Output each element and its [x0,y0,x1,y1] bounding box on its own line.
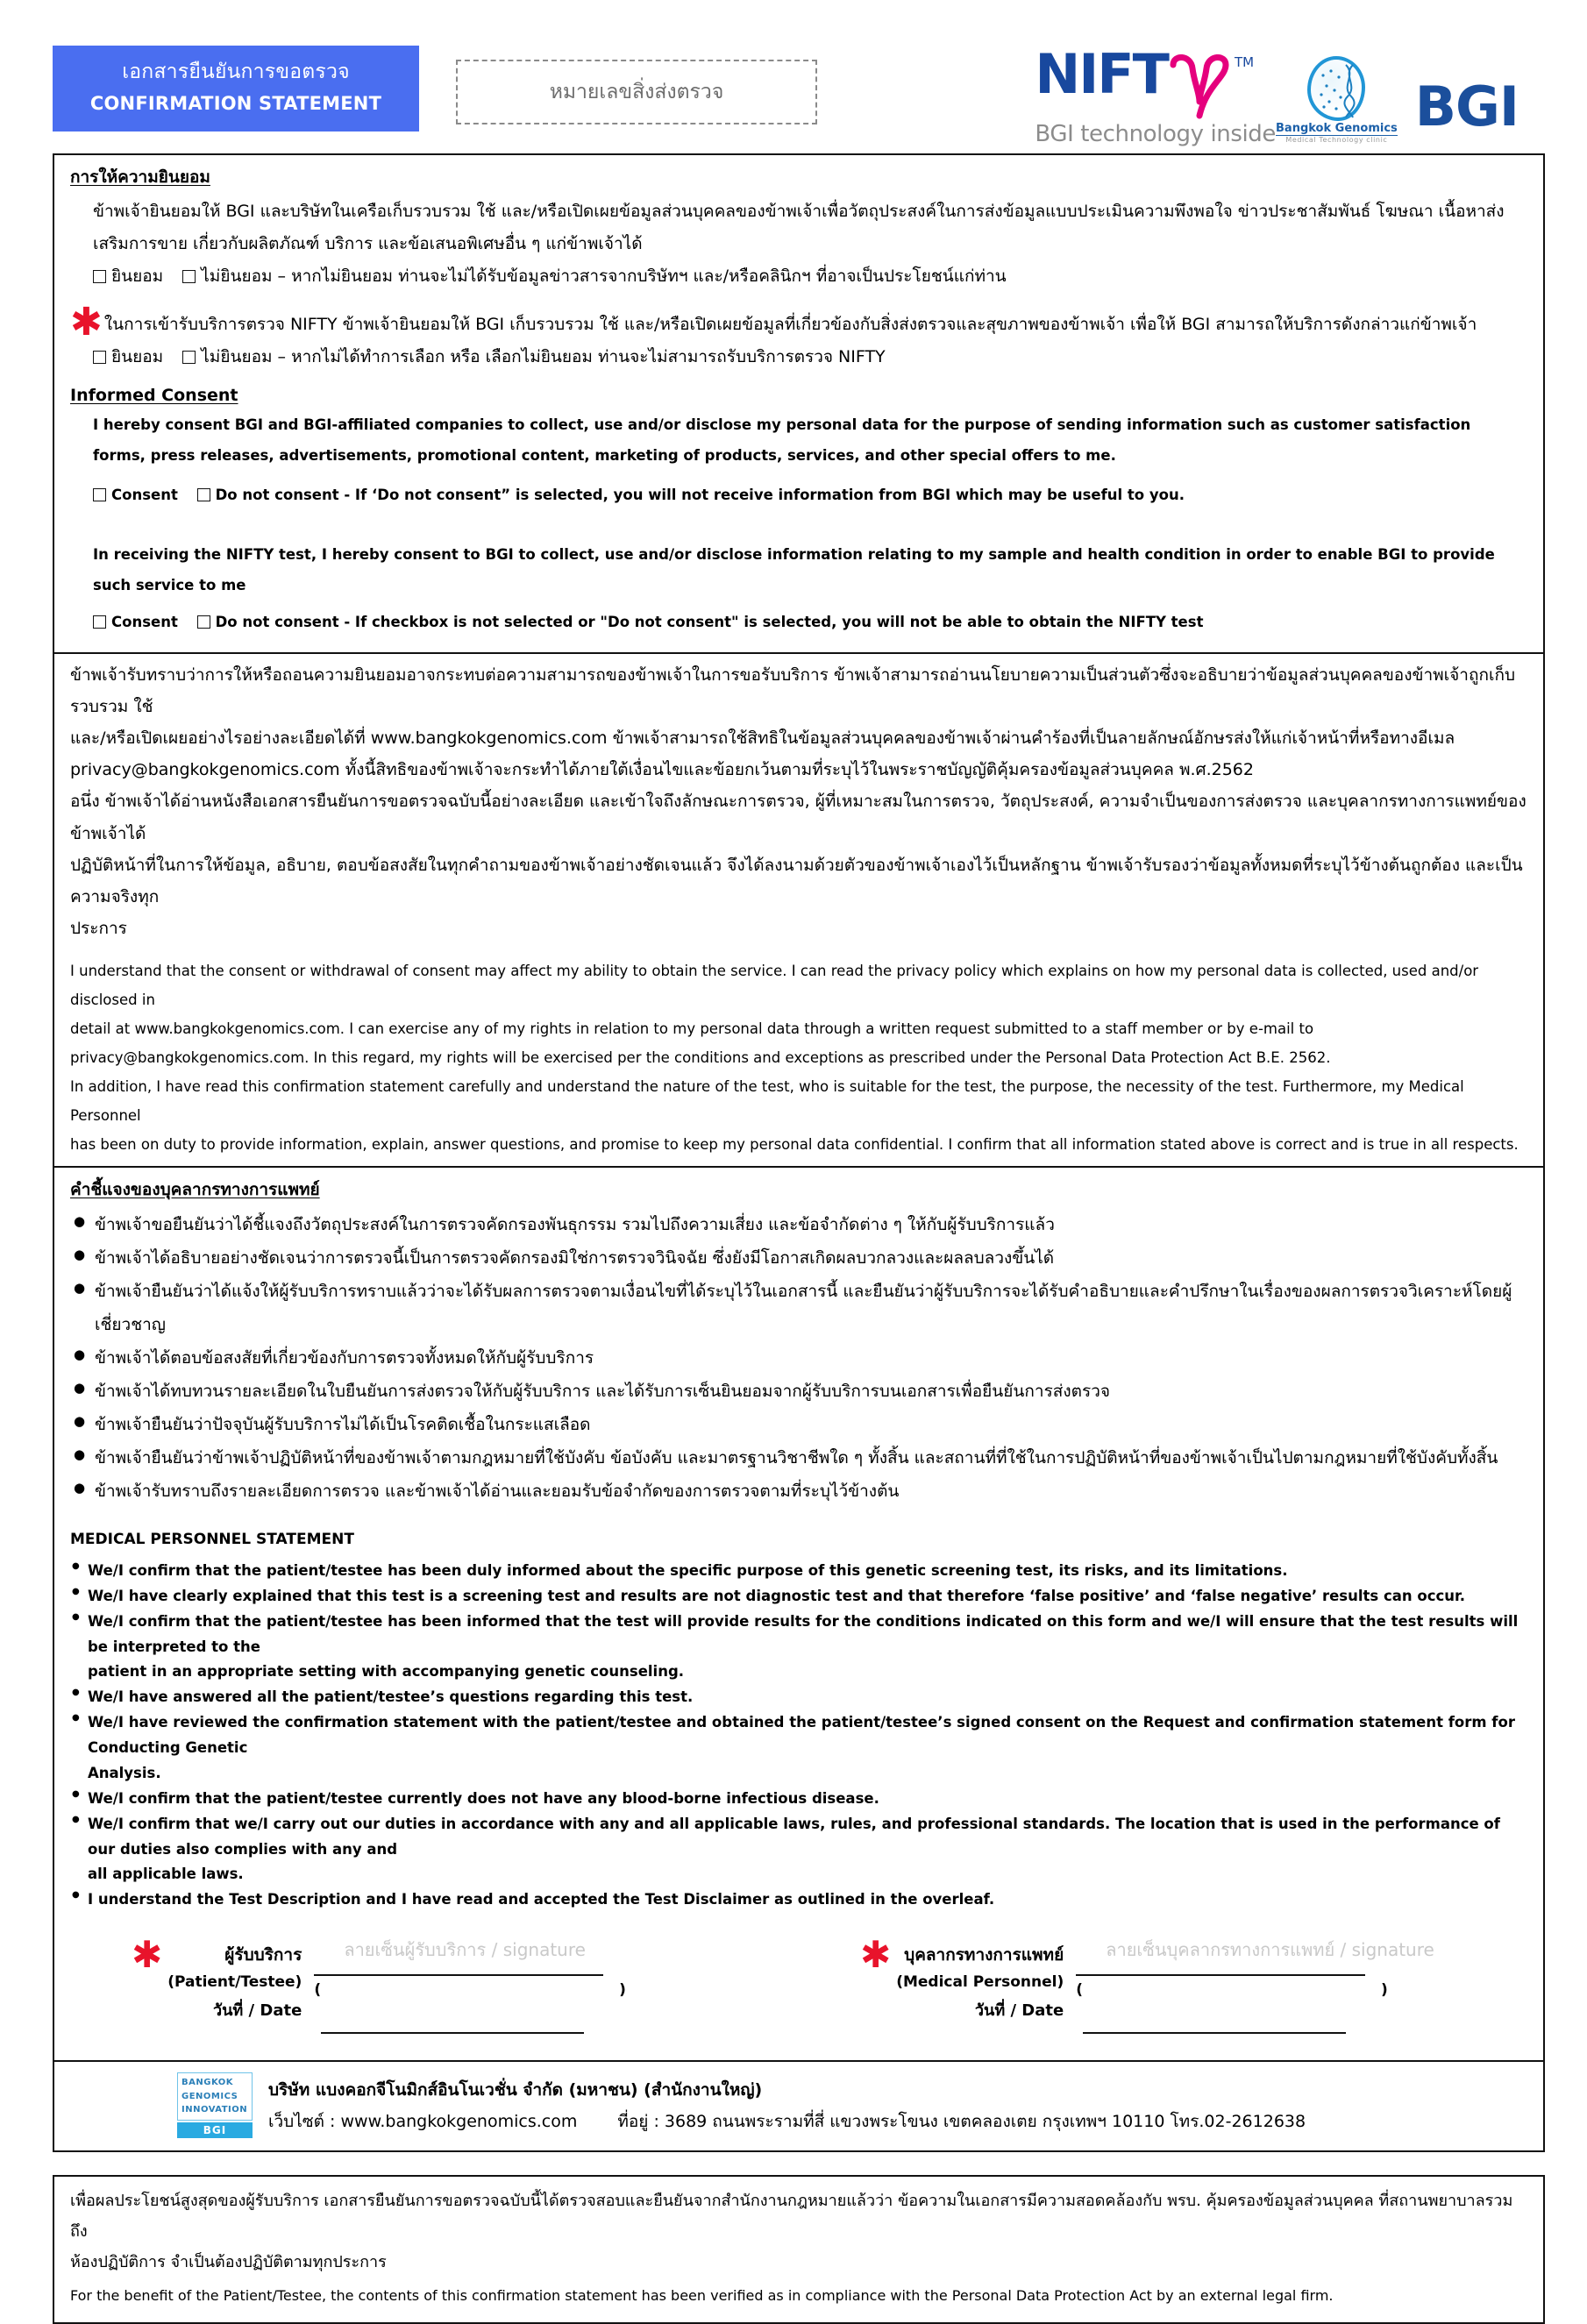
list-item: ● ข้าพเจ้าได้ทบทวนรายละเอียดในใบยืนยันการส่งตรวจให้กับผู้รับบริการ และได้รับการเซ็นยินยอมจากผู้รับบริการบนเอกสารเพื่อยืนยันการส่งตรวจ [70,1375,1527,1408]
privacy-thai-line-4: อนึ่ง ข้าพเจ้าได้อ่านหนังสือเอกสารยืนยันการขอตรวจฉบับนี้อย่างละเอียด และเข้าใจถึงลักษณะการตรวจ, ผู้ที่เหมาะสมในการตรวจ, วัตถุประสงค์, ความจำเป็นของการส่งตรวจ และบุคลากรทางการแพทย์ของข้าพเจ้าได้ [70,792,1527,843]
list-item: ● We/I have clearly explained that this test is a screening test and results are not diagnostic test and that therefore ‘false positive’ and ‘false negative’ results can occur. [70,1584,1527,1610]
list-item: ● ข้าพเจ้าได้ตอบข้อสงสัยที่เกี่ยวข้องกับการตรวจทั้งหมดให้กับผู้รับบริการ [70,1341,1527,1375]
legal-note-thai-line-2: ห้องปฏิบัติการ จำเป็นต้องปฏิบัติตามทุกประการ [70,2253,387,2272]
bangkok-genomics-logo [1276,56,1398,144]
privacy-thai-line-5: ปฏิบัติหน้าที่ในการให้ข้อมูล, อธิบาย, ตอบข้อสงสัยในทุกคำถามของข้าพเจ้าอย่างชัดเจนแล้ว จึงได้ลงนามด้วยตัวของข้าพเจ้าเองไว้เป็นหลักฐาน ข้าพเจ้ารับรองว่าข้อมูลทั้งหมดที่ระบุไว้ข้างต้นถูกต้อง และเป็นความจริงทุก [70,855,1523,906]
list-item: ● We/I confirm that the patient/testee has been informed that the test will provide results for the conditions indicated on this form and we/I will ensure that the test results will be interpreted to the [70,1610,1527,1660]
medical-personnel-item-5-continuation: Analysis. [88,1764,161,1781]
trademark-icon: TM [1234,54,1255,70]
checkbox-icon[interactable] [197,615,210,629]
document-header [0,0,1587,153]
list-item: ● ข้าพเจ้าขอยืนยันว่าได้ชี้แจงถึงวัตถุประสงค์ในการตรวจคัดกรองพันธุกรรม รวมไปถึงความเสี่ยง และข้อจำกัดต่าง ๆ ให้กับผู้รับบริการแล้ว [70,1208,1527,1241]
consent-2-yes-label: ยินยอม [111,347,164,367]
medical-personnel-heading-english: MEDICAL PERSONNEL STATEMENT [70,1530,354,1548]
informed-consent-1-no-label: Do not consent - If ‘Do not consent” is selected, you will not receive information from BGI which may be useful to you. [215,486,1185,503]
privacy-thai-line-1: ข้าพเจ้ารับทราบว่าการให้หรือถอนความยินยอมอาจกระทบต่อความสามารถของข้าพเจ้าในการขอรับบริการ ข้าพเจ้าสามารถอ่านนโยบายความเป็นส่วนตัวซึ่งจะอธิบายว่าข้อมูลส่วนบุคคลของข้าพเจ้าถูกเก็บรวบรวม ใช้ [70,665,1516,717]
medical-personnel-english-list-last [70,1887,1527,1913]
company-logo-badge: BGI [177,2122,253,2138]
paren-open: ( [1076,1981,1083,2000]
informed-consent-2-yes-option[interactable] [93,608,178,638]
informed-consent-paragraph-2: In receiving the NIFTY test, I hereby consent to BGI to collect, use and/or disclose information relating to my sample and health condition in order to enable BGI to provide such service to me [93,546,1495,593]
consent-choice-row-1 [70,260,1527,293]
nifty-wordmark: NIFT [1035,42,1168,106]
list-item: ● I understand the Test Description and I have read and accepted the Test Disclaimer as outlined in the overleaf. [70,1887,1527,1913]
signature-area [70,1913,1527,2053]
list-item: ● ข้าพเจ้ารับทราบถึงรายละเอียดการตรวจ และข้าพเจ้าได้อ่านและยอมรับข้อจำกัดของการตรวจตามที่ระบุไว้ข้างต้น [70,1475,1527,1508]
personnel-signature-labels [896,1936,1064,2026]
personnel-date-line[interactable] [1083,2011,1346,2034]
medical-personnel-english-list-continued [70,1685,1527,1761]
informed-consent-heading: Informed Consent [70,386,238,406]
checkbox-icon[interactable] [93,270,106,283]
patient-signature-line[interactable] [314,1958,603,1976]
checkbox-icon[interactable] [182,351,196,364]
company-logo-line-3: INNOVATION [181,2105,248,2115]
patient-date-line[interactable] [321,2011,584,2034]
list-item: ● We/I have answered all the patient/testee’s questions regarding this test. [70,1685,1527,1710]
medical-personnel-item-7-continuation: all applicable laws. [88,1866,244,1883]
list-item: ● ข้าพเจ้าได้อธิบายอย่างชัดเจนว่าการตรวจนี้เป็นการตรวจคัดกรองมิใช่การตรวจวินิจฉัย ซึ่งยังมีโอกาสเกิดผลบวกลวงและผลลบลวงขึ้นได้ [70,1241,1527,1275]
checkbox-icon[interactable] [93,615,106,629]
privacy-policy-block [54,652,1543,1166]
company-website: เว็บไซต์ : www.bangkokgenomics.com [268,2111,578,2131]
list-item: ● We/I confirm that the patient/testee has been duly informed about the specific purpose of this genetic screening test, its risks, and its limitations. [70,1559,1527,1584]
bgi-wordmark: BGI [1414,75,1519,139]
consent-2-no-label: ไม่ยินยอม – หากไม่ได้ทำการเลือก หรือ เลือกไม่ยินยอม ท่านจะไม่สามารถรับบริการตรวจ NIFTY [201,347,886,367]
patient-name-row [314,1976,799,2004]
personnel-label-english: (Medical Personnel) [896,1972,1064,1991]
patient-signature-labels [167,1936,302,2026]
checkbox-icon[interactable] [93,488,106,501]
patient-signature-block: ✱ ผู้รับบริการ (Patient/Testee) วันที่ / Date ลายเซ็นผู้รับบริการ / signature ( ) [70,1936,799,2034]
privacy-thai-line-2: และ/หรือเปิดเผยอย่างไรอย่างละเอียดได้ที่ www.bangkokgenomics.com ข้าพเจ้าสามารถใช้สิทธิในข้อมูลส่วนบุคคลของข้าพเจ้าผ่านคำร้องที่เป็นลายลักษณ์อักษรส่งให้แก่เจ้าหน้าที่หรือทางอีเมล [70,728,1455,749]
privacy-english-line-1: I understand that the consent or withdrawal of consent may affect my ability to obtain the service. I can read the privacy policy which explains on how my personal data is collected, used and/or disclosed in [70,962,1479,1008]
list-item: ● ข้าพเจ้ายืนยันว่าได้แจ้งให้ผู้รับบริการทราบแล้วว่าจะได้รับผลการตรวจตามเงื่อนไขที่ได้ระบุไว้ในเอกสารนี้ และยืนยันว่าผู้รับบริการจะได้รับคำอธิบายและคำปรึกษาในเรื่องของผลการตรวจวิเคราะห์โดยผู้เชี่ยวชาญ [70,1275,1527,1341]
page-title-english: CONFIRMATION STATEMENT [89,93,382,115]
privacy-thai-line-6: ประการ [70,918,127,938]
consent-paragraph-1-thai: ข้าพเจ้ายินยอมให้ BGI และบริษัทในเครือเก็บรวบรวม ใช้ และ/หรือเปิดเผยข้อมูลส่วนบุคคลของข้าพเจ้าเพื่อวัตถุประสงค์ในการส่งข้อมูลแบบประเมินความพึงพอใจ ข่าวประชาสัมพันธ์ โฆษณา เนื้อหาส่งเสริมการขาย เกี่ยวกับผลิตภัณฑ์ บริการ และข้อเสนอพิเศษอื่น ๆ แก่ข้าพเจ้าได้ [93,202,1505,254]
nifty-tagline: BGI technology inside [1035,121,1277,147]
personnel-name-input[interactable] [1083,1976,1381,2004]
paren-open: ( [314,1981,322,2000]
legal-note-english: For the benefit of the Patient/Testee, the contents of this confirmation statement has been verified as in compliance with the Personal Data Protection Act by an external legal firm. [70,2287,1334,2305]
patient-date-label: วันที่ / Date [213,2001,302,2020]
consent-1-yes-label: ยินยอม [111,267,164,287]
checkbox-icon[interactable] [182,270,196,283]
privacy-english-line-3: privacy@bangkokgenomics.com. In this regard, my rights will be exercised per the conditions and exceptions as prescribed under the Personal Data Protection Act B.E. 2562. [70,1048,1331,1066]
company-address: ที่อยู่ : 3689 ถนนพระรามที่สี่ แขวงพระโขนง เขตคลองเตย กรุงเทพฯ 10110 โทร.02-2612638 [617,2111,1306,2131]
patient-label-thai: ผู้รับบริการ [224,1945,302,1965]
personnel-signature-fields [1064,1936,1527,2034]
informed-consent-choice-row-1 [70,480,1527,511]
list-item: ● We/I confirm that the patient/testee currently does not have any blood-borne infectious disease. [70,1787,1527,1812]
paren-close: ) [1381,1981,1388,2000]
legal-verification-note [53,2175,1545,2324]
personnel-label-thai: บุคลากรทางการแพทย์ [904,1945,1064,1965]
medical-personnel-item-3-continuation: patient in an appropriate setting with accompanying genetic counseling. [88,1663,685,1681]
consent-paragraph-2-row: ✱ ในการเข้ารับบริการตรวจ NIFTY ข้าพเจ้ายินยอมให้ BGI เก็บรวบรวม ใช้ และ/หรือเปิดเผยข้อมูลที่เกี่ยวข้องกับสิ่งส่งตรวจและสุขภาพของข้าพเจ้า เพื่อให้ BGI สามารถให้บริการดังกล่าวแก่ข้าพเจ้า [70,300,1477,345]
sample-number-field[interactable] [456,60,817,124]
consent-2-no-option[interactable] [182,341,885,373]
personnel-signature-placeholder: ลายเซ็นบุคลากรทางการแพทย์ / signature [1106,1939,1434,1961]
checkbox-icon[interactable] [93,351,106,364]
bangkok-genomics-subtitle: Medical Technology clinic [1285,136,1388,144]
company-info [268,2074,1306,2137]
consent-section-thai [54,155,1543,652]
personnel-date-label: วันที่ / Date [974,2001,1064,2020]
informed-consent-1-no-option[interactable] [197,480,1185,511]
patient-signature-placeholder: ลายเซ็นผู้รับบริการ / signature [344,1939,586,1961]
informed-consent-1-yes-label: Consent [111,486,178,503]
consent-paragraph-2-thai: ในการเข้ารับบริการตรวจ NIFTY ข้าพเจ้ายินยอมให้ BGI เก็บรวบรวม ใช้ และ/หรือเปิดเผยข้อมูลที่เกี่ยวข้องกับสิ่งส่งตรวจและสุขภาพของข้าพเจ้า เพื่อให้ BGI สามารถให้บริการดังกล่าวแก่ข้าพเจ้า [103,315,1477,335]
personnel-signature-line[interactable] [1076,1958,1365,1976]
consent-1-no-option[interactable] [182,260,1006,293]
company-logo-line-1: BANGKOK [181,2078,233,2088]
informed-consent-2-yes-label: Consent [111,614,178,631]
nifty-heart-y-icon [1164,51,1233,119]
personnel-name-row [1076,1976,1527,2004]
consent-1-yes-option[interactable] [93,260,163,293]
consent-2-yes-option[interactable] [93,341,163,373]
informed-consent-1-yes-option[interactable] [93,480,178,511]
informed-consent-paragraph-1: I hereby consent BGI and BGI-affiliated companies to collect, use and/or disclose my personal data for the purpose of sending information such as customer satisfaction forms, press releases, advertisements, promotional content, marketing of products, services, and other special offers to me. [93,416,1471,464]
medical-personnel-thai-list [70,1208,1527,1508]
cell-dna-icon [1307,56,1365,121]
medical-personnel-heading-thai: คำชี้แจงของบุคลากรทางการแพทย์ [70,1179,320,1199]
company-logo-line-2: GENOMICS [181,2091,238,2101]
logo-group [1035,42,1545,147]
page-title-thai: เอกสารยืนยันการขอตรวจ [122,60,350,83]
informed-consent-choice-row-2 [70,608,1527,638]
list-item: ● ข้าพเจ้ายืนยันว่าปัจจุบันผู้รับบริการไม่ได้เป็นโรคติดเชื้อในกระแสเลือด [70,1408,1527,1441]
medical-personnel-english-list-tail [70,1787,1527,1863]
patient-name-input[interactable] [321,1976,619,2004]
nifty-logo [1035,42,1277,147]
patient-signature-fields [302,1936,799,2034]
bangkok-genomics-name: Bangkok Genomics [1276,121,1398,135]
consent-heading-thai: การให้ความยินยอม [70,167,210,187]
company-logo [177,2072,253,2138]
company-name: บริษัท แบงคอกจีโนมิกส์อินโนเวชั่น จำกัด (มหาชน) (สำนักงานใหญ่) [268,2079,763,2100]
medical-personnel-thai-block [54,1166,1543,2061]
consent-choice-row-2 [70,341,1527,373]
privacy-english-line-2: detail at www.bangkokgenomics.com. I can exercise any of my rights in relation to my personal data through a written request submitted to a staff member or by e-mail to [70,1020,1314,1037]
sample-number-placeholder: หมายเลขสิ่งส่งตรวจ [549,81,724,103]
checkbox-icon[interactable] [197,488,210,501]
title-badge [53,46,419,131]
list-item: ● We/I confirm that we/I carry out our duties in accordance with any and all applicable laws, rules, and professional standards. The location that is used in the performance of our duties also complies with any and [70,1812,1527,1863]
personnel-signature-block: ✱ บุคลากรทางการแพทย์ (Medical Personnel) วันที่ / Date ลายเซ็นบุคลากรทางการแพทย์ / signature ( ) [799,1936,1527,2034]
informed-consent-2-no-option[interactable] [197,608,1204,638]
list-item: ● We/I have reviewed the confirmation statement with the patient/testee and obtained the patient/testee’s signed consent on the Request and confirmation statement form for Conducting Genetic [70,1710,1527,1761]
patient-label-english: (Patient/Testee) [167,1972,302,1991]
legal-note-thai-line-1: เพื่อผลประโยชน์สูงสุดของผู้รับบริการ เอกสารยืนยันการขอตรวจฉบับนี้ได้ตรวจสอบและยืนยันจากสำนักงานกฎหมายแล้วว่า ข้อความในเอกสารมีความสอดคล้องกับ พรบ. คุ้มครองข้อมูลส่วนบุคคล ที่สถานพยาบาลรวมถึง [70,2191,1513,2242]
privacy-english-line-5: has been on duty to provide information, explain, answer questions, and promise to keep my personal data confidential. I confirm that all information stated above is correct and is true in all respects. [70,1135,1519,1153]
consent-1-no-label: ไม่ยินยอม – หากไม่ยินยอม ท่านจะไม่ได้รับข้อมูลข่าวสารจากบริษัทฯ และ/หรือคลินิกฯ ที่อาจเป็นประโยชน์แก่ท่าน [201,267,1007,287]
company-logo-text [177,2072,253,2121]
medical-personnel-english-list [70,1559,1527,1660]
list-item: ● ข้าพเจ้ายืนยันว่าข้าพเจ้าปฏิบัติหน้าที่ของข้าพเจ้าตามกฎหมายที่ใช้บังคับ ข้อบังคับ และมาตรฐานวิชาชีพใด ๆ ทั้งสิ้น และสถานที่ที่ใช้ในการปฏิบัติหน้าที่ของข้าพเจ้าเป็นไปตามกฎหมายที่ใช้บังคับทั้งสิ้น [70,1441,1527,1475]
privacy-english-line-4: In addition, I have read this confirmation statement carefully and understand the nature of the test, who is suitable for the test, the purpose, the necessity of the test. Furthermore, my Medical Personnel [70,1077,1464,1124]
company-footer [54,2060,1543,2150]
privacy-thai-line-3: privacy@bangkokgenomics.com ทั้งนี้สิทธิของข้าพเจ้าจะกระทำได้ภายใต้เงื่อนไขและข้อยกเว้นตามที่ระบุไว้ในพระราชบัญญัติคุ้มครองข้อมูลส่วนบุคคล พ.ศ.2562 [70,760,1254,780]
main-content-frame [53,153,1545,2152]
paren-close: ) [619,1981,626,2000]
informed-consent-2-no-label: Do not consent - If checkbox is not selected or "Do not consent" is selected, you will not be able to obtain the NIFTY test [215,614,1204,631]
